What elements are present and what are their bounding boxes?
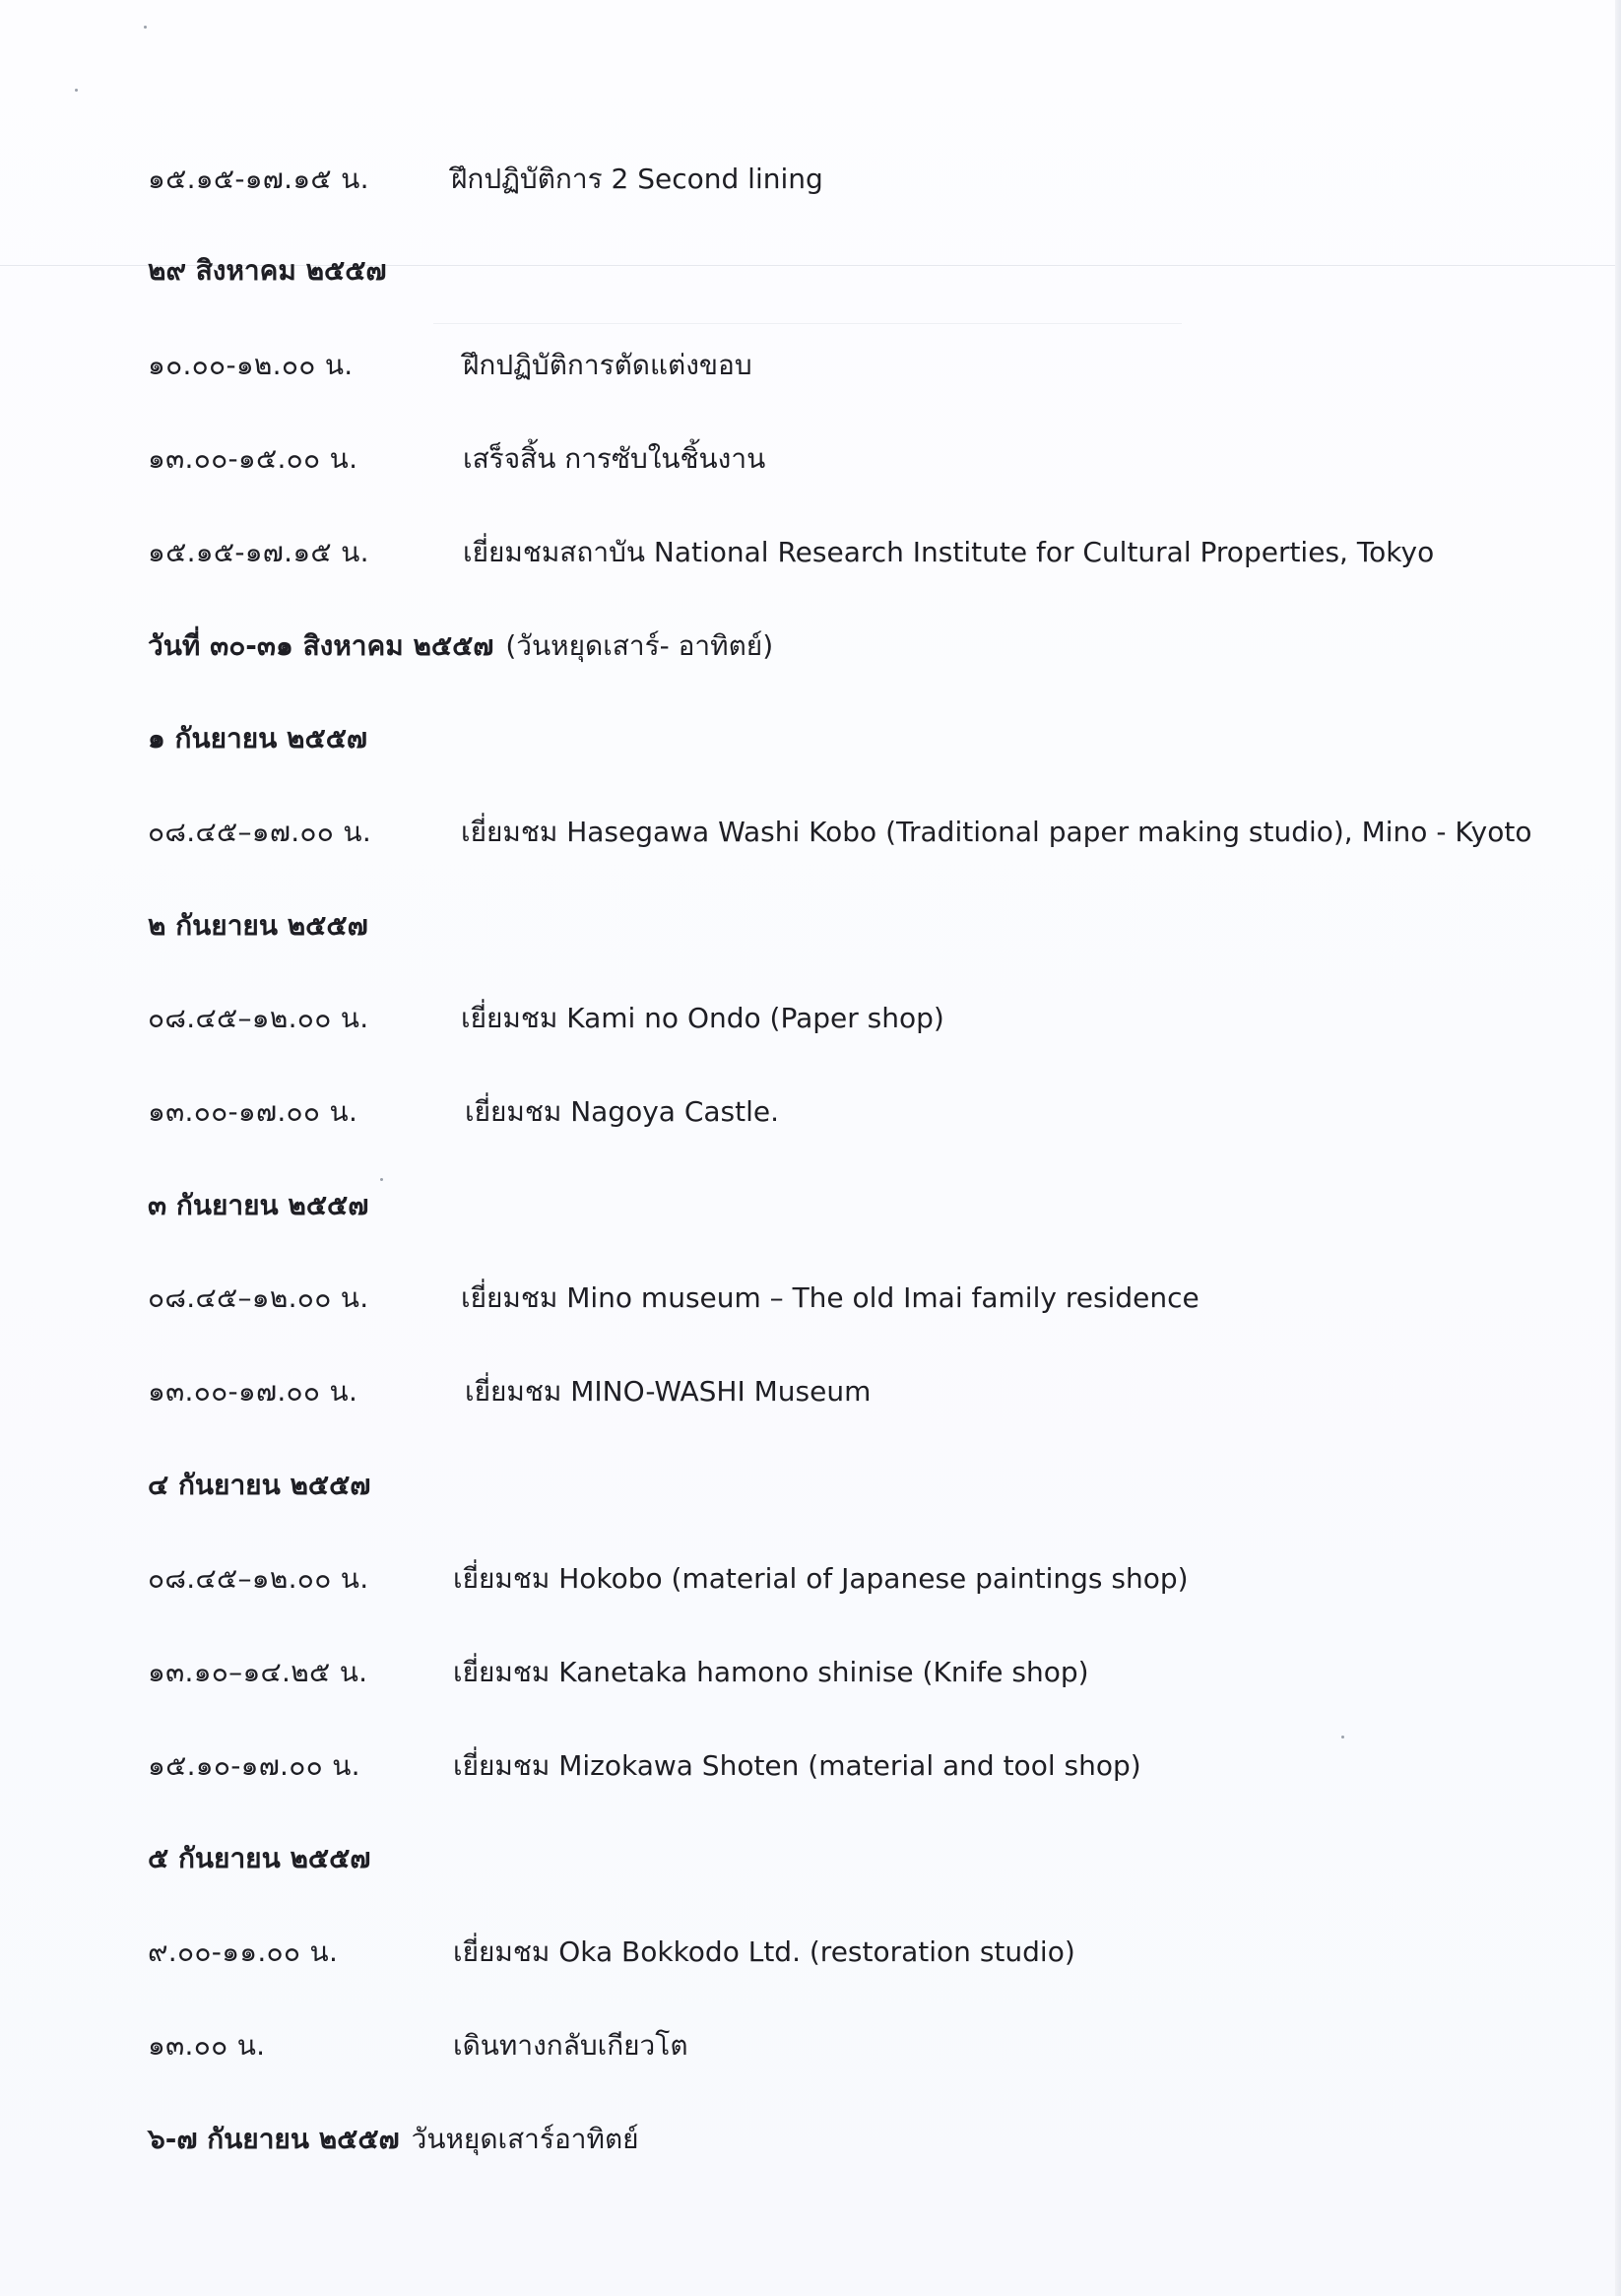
- date-heading: [148, 624, 773, 668]
- schedule-activity: เยี่ยมชมสถาบัน National Research Institute for Cultural Properties, Tokyo: [463, 536, 1435, 568]
- schedule-time: ๐๘.๔๕–๑๗.๐๐ น.: [148, 816, 372, 848]
- schedule-activity: เยี่ยมชม Hasegawa Washi Kobo (Traditional paper making studio), Mino - Kyoto: [461, 816, 1532, 848]
- date-text: ๔ กันยายน ๒๕๕๗: [148, 1469, 371, 1501]
- schedule-activity: ฝึกปฏิบัติการตัดแต่งขอบ: [463, 349, 752, 381]
- schedule-activity: เดินทางกลับเกียวโต: [453, 2029, 688, 2062]
- schedule-item: [0, 1277, 1621, 1320]
- schedule-item: [0, 811, 1621, 854]
- schedule-time: ๑๓.๐๐-๑๕.๐๐ น.: [148, 442, 358, 475]
- schedule-item: [0, 997, 1621, 1040]
- date-text: วันที่ ๓๐-๓๑ สิงหาคม ๒๕๕๗: [148, 629, 494, 662]
- schedule-item: [0, 2024, 1621, 2067]
- date-heading: [148, 2118, 639, 2161]
- schedule-time: ๐๘.๔๕–๑๒.๐๐ น.: [148, 1281, 369, 1314]
- date-text: ๕ กันยายน ๒๕๕๗: [148, 1842, 371, 1874]
- schedule-item: [0, 1931, 1621, 1974]
- schedule-activity: ฝึกปฏิบัติการ 2 Second lining: [451, 163, 823, 195]
- schedule-activity: เยี่ยมชม Kami no Ondo (Paper shop): [461, 1002, 944, 1034]
- schedule-item: [0, 531, 1621, 574]
- scan-speck: [144, 26, 147, 29]
- schedule-time: ๐๘.๔๕–๑๒.๐๐ น.: [148, 1002, 369, 1034]
- schedule-date-heading: [0, 1184, 1621, 1227]
- schedule-activity: เยี่ยมชม MINO-WASHI Museum: [465, 1375, 872, 1408]
- date-text: ๖-๗ กันยายน ๒๕๕๗: [148, 2123, 400, 2155]
- schedule-activity: เยี่ยมชม Kanetaka hamono shinise (Knife shop): [453, 1656, 1089, 1688]
- schedule-time: ๑๕.๑๕-๑๗.๑๕ น.: [148, 536, 369, 568]
- scan-fold-line-faint: [433, 323, 1182, 324]
- schedule-time: ๑๓.๐๐ น.: [148, 2029, 266, 2062]
- schedule-time: ๑๕.๑๐-๑๗.๐๐ น.: [148, 1749, 360, 1782]
- date-heading: [148, 904, 368, 948]
- schedule-item: [0, 158, 1621, 201]
- schedule-activity: เยี่ยมชม Mizokawa Shoten (material and tool shop): [453, 1749, 1141, 1782]
- schedule-time: ๙.๐๐-๑๑.๐๐ น.: [148, 1935, 339, 1968]
- date-text: ๑ กันยายน ๒๕๕๗: [148, 722, 367, 754]
- scan-speck: [380, 1178, 383, 1181]
- schedule-time: ๑๓.๐๐-๑๗.๐๐ น.: [148, 1095, 358, 1128]
- schedule-date-heading: [0, 717, 1621, 760]
- schedule-activity: เยี่ยมชม Nagoya Castle.: [465, 1095, 780, 1128]
- schedule-activity: เยี่ยมชม Hokobo (material of Japanese paintings shop): [453, 1562, 1189, 1595]
- date-text: ๒๙ สิงหาคม ๒๕๕๗: [148, 254, 387, 287]
- date-heading: [148, 1184, 368, 1227]
- schedule-item: [0, 1651, 1621, 1694]
- schedule-activity: เยี่ยมชม Mino museum – The old Imai family residence: [461, 1281, 1200, 1314]
- scan-speck: [75, 89, 78, 92]
- schedule-date-heading: [0, 2118, 1621, 2161]
- schedule-item: [0, 1557, 1621, 1601]
- date-heading: [148, 1837, 370, 1880]
- schedule-time: ๑๕.๑๕-๑๗.๑๕ น.: [148, 163, 369, 195]
- schedule-date-heading: [0, 624, 1621, 668]
- date-heading: [148, 1464, 370, 1507]
- schedule-time: ๑๓.๑๐–๑๔.๒๕ น.: [148, 1656, 368, 1688]
- schedule-activity: เสร็จสิ้น การซับในชิ้นงาน: [463, 442, 766, 475]
- date-text: ๒ กันยายน ๒๕๕๗: [148, 909, 368, 942]
- scan-speck: [1341, 1736, 1344, 1738]
- date-heading: [148, 717, 367, 760]
- schedule-time: ๐๘.๔๕–๑๒.๐๐ น.: [148, 1562, 369, 1595]
- date-note: (วันหยุดเสาร์- อาทิตย์): [505, 629, 774, 662]
- schedule-item: [0, 1370, 1621, 1413]
- schedule-item: [0, 1090, 1621, 1134]
- date-heading: [148, 249, 386, 293]
- schedule-activity: เยี่ยมชม Oka Bokkodo Ltd. (restoration studio): [453, 1935, 1075, 1968]
- schedule-date-heading: [0, 904, 1621, 948]
- schedule-item: [0, 437, 1621, 481]
- schedule-item: [0, 1744, 1621, 1788]
- schedule-time: ๑๐.๐๐-๑๒.๐๐ น.: [148, 349, 354, 381]
- date-text: ๓ กันยายน ๒๕๕๗: [148, 1189, 369, 1221]
- schedule-item: [0, 344, 1621, 387]
- schedule-date-heading: [0, 1464, 1621, 1507]
- date-note: วันหยุดเสาร์อาทิตย์: [411, 2123, 639, 2155]
- schedule-time: ๑๓.๐๐-๑๗.๐๐ น.: [148, 1375, 358, 1408]
- schedule-date-heading: [0, 1837, 1621, 1880]
- schedule-date-heading: [0, 249, 1621, 293]
